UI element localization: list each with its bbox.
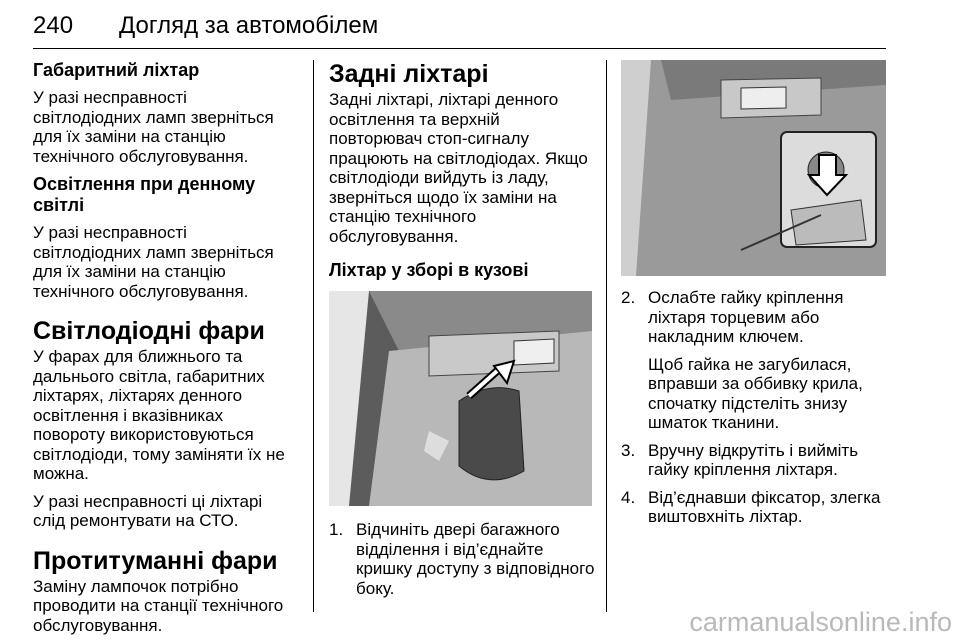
column-2	[329, 60, 595, 606]
section-text-parking-light: У разі несправності світлодіодних ламп зверніться для їх заміни на станцію технічного обслуговування.	[33, 88, 274, 166]
list-item-step-3	[621, 441, 891, 480]
list-item-step-2	[621, 288, 891, 347]
page-title: Догляд за автомобілем	[119, 12, 379, 39]
step-number: 4.	[621, 487, 636, 507]
steps-list-column-3	[621, 288, 891, 527]
section-text-daytime-light: У разі несправності світлодіодних ламп зверніться для їх заміни на станцію технічного обслуговування.	[33, 223, 274, 301]
illustration-trunk-access-cover	[329, 291, 592, 506]
list-item-step-1	[329, 520, 595, 598]
section-heading-led-headlights: Світлодіодні фари	[33, 317, 265, 345]
section-heading-rear-lights: Задні ліхтарі	[329, 60, 489, 88]
illustration-light-fixing-nut	[621, 60, 886, 276]
watermark: carmanualsonline.info	[689, 607, 952, 637]
column-1	[33, 60, 298, 643]
steps-list-column-2	[329, 520, 595, 598]
section-text-led-repair: У разі несправності ці ліхтарі слід ремонтувати на СТО.	[33, 491, 263, 530]
page-number: 240	[33, 12, 74, 39]
sub-heading-body-light-assembly: Ліхтар у зборі в кузові	[329, 260, 529, 280]
list-item-step-4	[621, 488, 891, 527]
page-header	[33, 8, 886, 49]
section-text-fog-lights: Заміну лампочок потрібно проводити на станції технічного обслуговування.	[33, 576, 284, 635]
step-number: 3.	[621, 440, 636, 460]
section-heading-fog-lights: Протитуманні фари	[33, 546, 278, 575]
section-text-led-headlights: У фарах для ближнього та дальнього світла, габаритних ліхтарях, ліхтарях денного освітлення і вказівниках повороту використовуються світлодіоди, тому заміняти їх не можна.	[33, 347, 285, 483]
step-text: Вручну відкрутіть і вийміть гайку кріплення ліхтаря.	[648, 440, 859, 479]
column-3	[621, 60, 891, 535]
section-text-rear-lights: Задні ліхтарі, ліхтарі денного освітлення та верхній повторювач стоп-сигналу працюють на світлодіодах. Якщо світлодіоди вийдуть із ладу, зверніться щодо їх заміни на станцію технічного обслуговування.	[329, 90, 588, 246]
column-divider	[606, 60, 607, 612]
section-heading-parking-light: Габаритний ліхтар	[33, 60, 200, 80]
step-text: Ослабте гайку кріплення ліхтаря торцевим або накладним ключем.	[648, 288, 844, 346]
list-item-step-2-note: Щоб гайка не загубилася, вправши за оббивку крила, спочатку підстеліть знизу шматок тканини.	[648, 354, 863, 432]
step-number: 2.	[621, 288, 636, 307]
step-number: 1.	[329, 520, 344, 539]
step-text: Від’єднавши фіксатор, злегка виштовхніть ліхтар.	[648, 487, 881, 526]
column-divider	[313, 60, 314, 612]
step-text: Відчиніть двері багажного відділення і від’єднайте кришку доступу з відповідного боку.	[356, 520, 595, 598]
section-heading-daytime-light: Освітлення при денному світлі	[33, 174, 256, 215]
